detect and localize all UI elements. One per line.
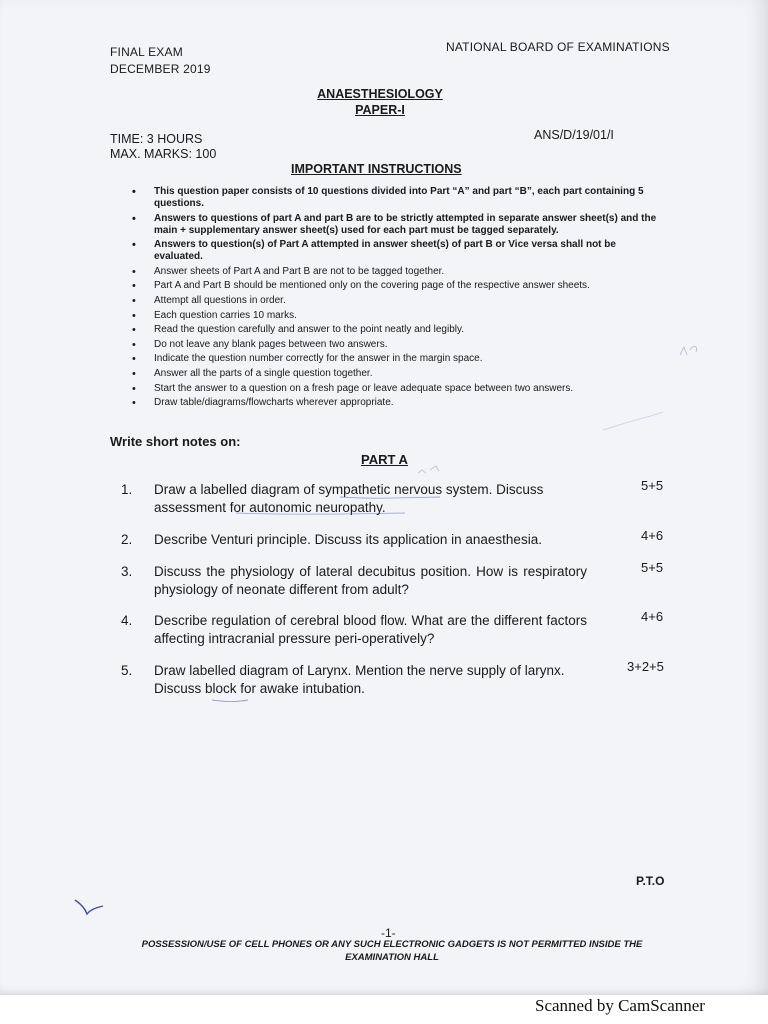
- electronic-gadgets-notice: POSSESSION/USE OF CELL PHONES OR ANY SUCH ELECTRONIC GADGETS IS NOT PERMITTED INSIDE THE EXAMINATION HALL: [141, 939, 643, 963]
- paper-number: PAPER-I: [355, 103, 405, 117]
- question-text: Describe regulation of cerebral blood flow. What are the different factors affecting intracranial pressure peri-operatively?: [154, 613, 587, 646]
- question-number: 2.: [121, 532, 133, 547]
- question-number: 3.: [121, 564, 133, 579]
- instruction-item: • Each question carries 10 marks.: [132, 310, 662, 322]
- instruction-item: • Answers to question(s) of Part A attempted in answer sheet(s) of part B or Vice versa shall not be evaluated.: [132, 239, 662, 263]
- question-marks: 5+5: [641, 478, 664, 493]
- instruction-item: • Read the question carefully and answer to the point neatly and legibly.: [132, 324, 662, 336]
- question-marks: 4+6: [641, 609, 664, 624]
- question-text: Discuss the physiology of lateral decubitus position. How is respiratory physiology of neonate different from adult?: [154, 564, 587, 597]
- instruction-item: • Indicate the question number correctly for the answer in the margin space.: [132, 353, 662, 365]
- question-marks: 3+2+5: [627, 659, 664, 674]
- page-number: -1-: [381, 926, 396, 940]
- paper-code: ANS/D/19/01/I: [534, 128, 614, 142]
- subject-title: ANAESTHESIOLOGY: [317, 87, 443, 101]
- instruction-item: • This question paper consists of 10 questions divided into Part “A” and part “B”, each part containing 5 questions.: [132, 186, 662, 210]
- exam-name: FINAL EXAM: [110, 45, 183, 59]
- instruction-item: • Answer all the parts of a single question together.: [132, 368, 662, 380]
- exam-board: NATIONAL BOARD OF EXAMINATIONS: [446, 40, 670, 54]
- instruction-item: • Part A and Part B should be mentioned only on the covering page of the respective answer sheets.: [132, 280, 662, 292]
- scanner-watermark: Scanned by CamScanner: [535, 996, 705, 1015]
- section-prompt: Write short notes on:: [110, 434, 241, 449]
- instruction-item: • Draw table/diagrams/flowcharts wherever appropriate.: [132, 397, 662, 409]
- question-text: Draw a labelled diagram of sympathetic nervous system. Discuss assessment for autonomic neuropathy.: [154, 482, 544, 515]
- exam-max-marks: MAX. MARKS: 100: [110, 147, 217, 161]
- question-number: 1.: [121, 482, 133, 497]
- question-marks: 4+6: [641, 528, 664, 543]
- part-a-heading: PART A: [361, 452, 408, 467]
- exam-date: DECEMBER 2019: [110, 62, 211, 76]
- please-turn-over: P.T.O: [636, 874, 665, 888]
- instruction-item: • Answer sheets of Part A and Part B are not to be tagged together.: [132, 266, 662, 278]
- question-marks: 5+5: [641, 560, 664, 575]
- question-number: 4.: [121, 613, 133, 628]
- exam-time: TIME: 3 HOURS: [110, 132, 203, 146]
- question-text: Draw labelled diagram of Larynx. Mention the nerve supply of larynx. Discuss block for awake intubation.: [154, 663, 565, 696]
- instruction-item: • Answers to questions of part A and part B are to be strictly attempted in separate answer sheet(s) and the main + supplementary answer sheet(s) used for each part must be tagged separately.: [132, 213, 662, 237]
- instructions-title: IMPORTANT INSTRUCTIONS: [291, 162, 462, 176]
- question-number: 5.: [121, 663, 133, 678]
- question-text: Describe Venturi principle. Discuss its application in anaesthesia.: [154, 532, 542, 547]
- instruction-item: • Attempt all questions in order.: [132, 295, 662, 307]
- instruction-item: • Do not leave any blank pages between two answers.: [132, 339, 662, 351]
- instruction-item: • Start the answer to a question on a fresh page or leave adequate space between two answers.: [132, 383, 662, 395]
